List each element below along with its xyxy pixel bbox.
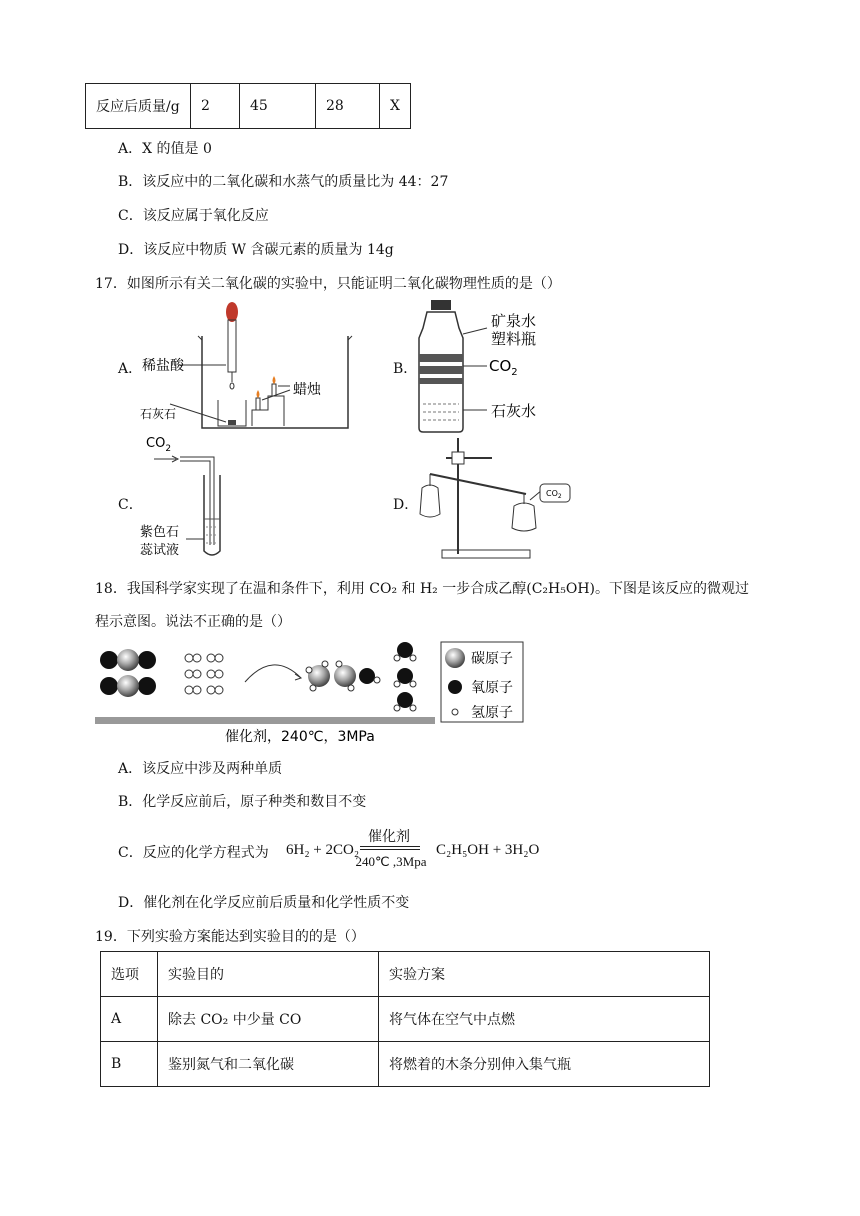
q18-stem-line1: 18．我国科学家实现了在温和条件下，利用 CO₂ 和 H₂ 一步合成乙醇(C₂H₅OH)。下图是该反应的微观过 — [95, 581, 749, 597]
label-limestone: 石灰石 — [140, 407, 177, 421]
q16-option-a: A．X 的值是 0 — [118, 141, 212, 157]
q17-label-a: A． — [118, 361, 143, 377]
label-limewater: 石灰水 — [491, 402, 537, 420]
q18-option-c-prefix: C．反应的化学方程式为 — [118, 845, 269, 861]
reaction-condition: 催化剂，240℃，3MPa — [225, 729, 375, 745]
q18-option-d: D．催化剂在化学反应前后质量和化学性质不变 — [118, 895, 410, 911]
figure-q18-reaction — [95, 638, 535, 746]
label-acid: 稀盐酸 — [142, 358, 184, 374]
co2-molecule — [100, 675, 156, 697]
legend-hydrogen: 氢原子 — [471, 705, 513, 721]
label-litmus-1: 紫色石 — [140, 525, 180, 540]
q16-option-b: B．该反应中的二氧化碳和水蒸气的质量比为 44：27 — [118, 174, 449, 190]
label-bottle-2: 塑料瓶 — [491, 330, 537, 348]
table-cell: 反应后质量/g — [86, 84, 191, 129]
table-row — [86, 84, 411, 129]
header-option: 选项 — [101, 952, 158, 997]
table-cell: 45 — [240, 84, 316, 129]
header-goal: 实验目的 — [158, 952, 379, 997]
equation-equals — [360, 846, 420, 850]
figure-b-bottle — [415, 298, 575, 438]
q17-label-b: B． — [393, 361, 418, 377]
figure-c-testtube — [140, 435, 250, 563]
equation-reactants: 6H₂ + 2CO₂ — [286, 842, 360, 858]
figure-a-beaker — [140, 300, 380, 435]
q16-option-d: D．该反应中物质 W 含碳元素的质量为 14g — [118, 242, 394, 258]
reaction-arrow — [245, 665, 301, 682]
q17-stem: 17．如图所示有关二氧化碳的实验中，只能证明二氧化碳物理性质的是（） — [95, 276, 561, 292]
table-cell: X — [380, 84, 411, 129]
q18-option-a: A．该反应中涉及两种单质 — [118, 761, 283, 777]
header-plan: 实验方案 — [379, 952, 710, 997]
table-header-row — [101, 952, 710, 997]
table-cell: 将燃着的木条分别伸入集气瓶 — [379, 1042, 710, 1087]
label-litmus-2: 蕊试液 — [140, 543, 180, 558]
table-cell: 鉴别氮气和二氧化碳 — [158, 1042, 379, 1087]
table-cell: 28 — [316, 84, 380, 129]
table-cell: 将气体在空气中点燃 — [379, 997, 710, 1042]
legend-oxygen: 氧原子 — [471, 680, 513, 696]
figure-d-balance — [418, 438, 588, 563]
equation-catalyst: 催化剂 — [368, 829, 410, 845]
water-molecules — [394, 642, 416, 711]
equation-products: C₂H₅OH + 3H₂O — [436, 842, 540, 858]
legend-carbon: 碳原子 — [471, 651, 513, 667]
label-bottle-1: 矿泉水 — [491, 312, 537, 330]
label-co2: $CO_2$ — [489, 357, 518, 378]
h2-molecules — [185, 654, 223, 694]
q16-option-c: C．该反应属于氧化反应 — [118, 208, 269, 224]
table-cell: A — [101, 997, 158, 1042]
table-cell: 除去 CO₂ 中少量 CO — [158, 997, 379, 1042]
equation-condition: 240℃ ,3Mpa — [355, 854, 427, 869]
q17-label-c: C． — [118, 497, 143, 513]
table-row — [101, 1042, 710, 1087]
table-cell: B — [101, 1042, 158, 1087]
q19-table — [100, 951, 710, 1087]
q17-label-d: D． — [393, 497, 419, 513]
table-cell: 2 — [191, 84, 240, 129]
label-candle: 蜡烛 — [293, 382, 321, 398]
mass-table — [85, 83, 411, 129]
table-row — [101, 997, 710, 1042]
label-co2: $CO_2$ — [146, 436, 172, 454]
q18-option-b: B．化学反应前后，原子种类和数目不变 — [118, 794, 367, 810]
q19-stem: 19．下列实验方案能达到实验目的的是（） — [95, 929, 365, 945]
label-co2: $CO_2$ — [546, 489, 562, 500]
co2-molecule — [100, 649, 156, 671]
q18-stem-line2: 程示意图。说法不正确的是（） — [95, 614, 291, 630]
ethanol-molecule — [306, 661, 380, 691]
